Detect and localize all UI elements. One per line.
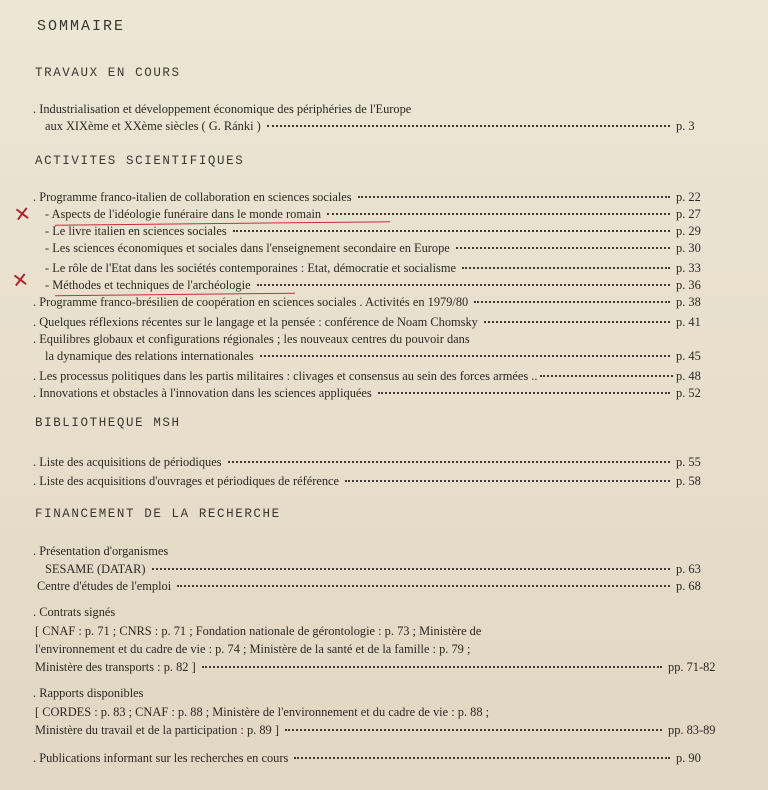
toc-entry [33, 240, 738, 257]
entry-text: . Programme franco-brésilien de coopération en sciences sociales . Activités en 1979/80 [33, 295, 469, 309]
page-number: p. 22 [676, 190, 701, 204]
entry-text: la dynamique des relations internationales [45, 349, 254, 363]
toc-entry [33, 348, 738, 365]
entry-f2-line1: [ CNAF : p. 71 ; CNRS : p. 71 ; Fondation nationale de gérontologie : p. 73 ; Ministère de [35, 624, 482, 638]
leader-dots [285, 728, 662, 731]
leader-dots [358, 195, 670, 198]
page-title: SOMMAIRE [37, 18, 126, 35]
page-number: p. 48 [676, 369, 701, 383]
entry-f2-heading: . Contrats signés [33, 605, 116, 619]
leader-dots [152, 567, 670, 570]
leader-dots [228, 460, 670, 463]
page-number: p. 41 [676, 315, 701, 329]
leader-dots [267, 124, 670, 127]
leader-dots [202, 665, 662, 668]
toc-entry [33, 578, 738, 595]
entry-f3-heading: . Rapports disponibles [33, 686, 144, 700]
leader-dots [177, 584, 670, 587]
section-activites: ACTIVITES SCIENTIFIQUES [35, 154, 245, 168]
entry-text: . Liste des acquisitions d'ouvrages et périodiques de référence [33, 474, 340, 488]
page-number: p. 63 [676, 562, 701, 576]
entry-a9-line1: . Equilibres globaux et configurations régionales ; les nouveaux centres du pouvoir dans [33, 332, 470, 346]
entry-text: . Innovations et obstacles à l'innovation dans les sciences appliquées [33, 386, 372, 400]
section-financement: FINANCEMENT DE LA RECHERCHE [35, 507, 281, 521]
page-number: p. 52 [676, 386, 701, 400]
entry-text: . Publications informant sur les recherches en cours [33, 751, 289, 765]
entry-text: . Liste des acquisitions de périodiques [33, 455, 222, 469]
entry-text: Ministère du travail et de la participation : p. 89 ] [35, 723, 279, 737]
leader-dots [233, 229, 670, 232]
page-number: pp. 71-82 [668, 660, 716, 674]
toc-entry [33, 223, 738, 240]
entry-text: - Le rôle de l'Etat dans les sociétés contemporaines : Etat, démocratie et socialisme [45, 261, 456, 275]
entry-text: Centre d'études de l'emploi [37, 579, 172, 593]
page-number: p. 36 [676, 278, 701, 292]
leader-dots [484, 320, 670, 323]
entry-text: Ministère des transports : p. 82 ] [35, 660, 196, 674]
entry-f1-heading: . Présentation d'organismes [33, 544, 169, 558]
toc-entry [33, 368, 738, 385]
handwritten-cross-mark: ✕ [10, 266, 31, 294]
leader-dots [257, 283, 670, 286]
page-number: p. 27 [676, 207, 701, 221]
page-number: p. 3 [676, 119, 695, 133]
page-number: p. 29 [676, 224, 701, 238]
leader-dots [294, 756, 670, 759]
toc-entry [35, 659, 738, 676]
toc-entry [35, 722, 738, 739]
toc-entry [33, 189, 738, 206]
entry-text: . Les processus politiques dans les partis militaires : clivages et consensus au sein des forces armées .. [33, 369, 538, 383]
toc-entry [33, 750, 738, 767]
entry-text: - Méthodes et techniques de l'archéologie [45, 278, 251, 292]
leader-dots [378, 391, 670, 394]
entry-text: - Le livre italien en sciences sociales [45, 224, 227, 238]
toc-entry [33, 277, 738, 294]
toc-entry [33, 561, 738, 578]
leader-dots [462, 266, 670, 269]
page-number: p. 30 [676, 241, 701, 255]
handwritten-cross-mark: ✕ [12, 200, 33, 228]
entry-text: SESAME (DATAR) [45, 562, 146, 576]
entry-t1-line1: . Industrialisation et développement économique des périphéries de l'Europe [33, 102, 412, 116]
entry-text: - Les sciences économiques et sociales dans l'enseignement secondaire en Europe [45, 241, 450, 255]
leader-dots [327, 212, 670, 215]
section-bibliotheque: BIBLIOTHEQUE MSH [35, 416, 181, 430]
toc-entry [33, 454, 738, 471]
page-number: p. 68 [676, 579, 701, 593]
toc-entry [33, 314, 738, 331]
section-travaux: TRAVAUX EN COURS [35, 66, 181, 80]
page-number: p. 90 [676, 751, 701, 765]
toc-entry [33, 385, 738, 402]
entry-f3-line1: [ CORDES : p. 83 ; CNAF : p. 88 ; Ministère de l'environnement et du cadre de vie : p. 88 ; [35, 705, 490, 719]
entry-text: . Quelques réflexions récentes sur le langage et la pensée : conférence de Noam Chomsky [33, 315, 478, 329]
entry-text: - Aspects de l'idéologie funéraire dans le monde romain [45, 207, 322, 221]
leader-dots [456, 246, 670, 249]
toc-entry [33, 118, 738, 135]
leader-dots [474, 300, 670, 303]
toc-entry [33, 260, 738, 277]
entry-text: . Programme franco-italien de collaboration en sciences sociales [33, 190, 352, 204]
page-number: pp. 83-89 [668, 723, 716, 737]
page-number: p. 38 [676, 295, 701, 309]
leader-dots [260, 354, 670, 357]
entry-text: aux XIXème et XXème siècles ( G. Ránki ) [45, 119, 261, 133]
toc-entry [33, 294, 738, 311]
leader-dots [540, 374, 673, 377]
page-number: p. 55 [676, 455, 701, 469]
page-number: p. 33 [676, 261, 701, 275]
entry-f2-line2: l'environnement et du cadre de vie : p. 74 ; Ministère de la santé et de la famille : p. 79 ; [35, 642, 471, 656]
page-number: p. 45 [676, 349, 701, 363]
page-number: p. 58 [676, 474, 701, 488]
toc-entry [33, 473, 738, 490]
leader-dots [345, 479, 670, 482]
